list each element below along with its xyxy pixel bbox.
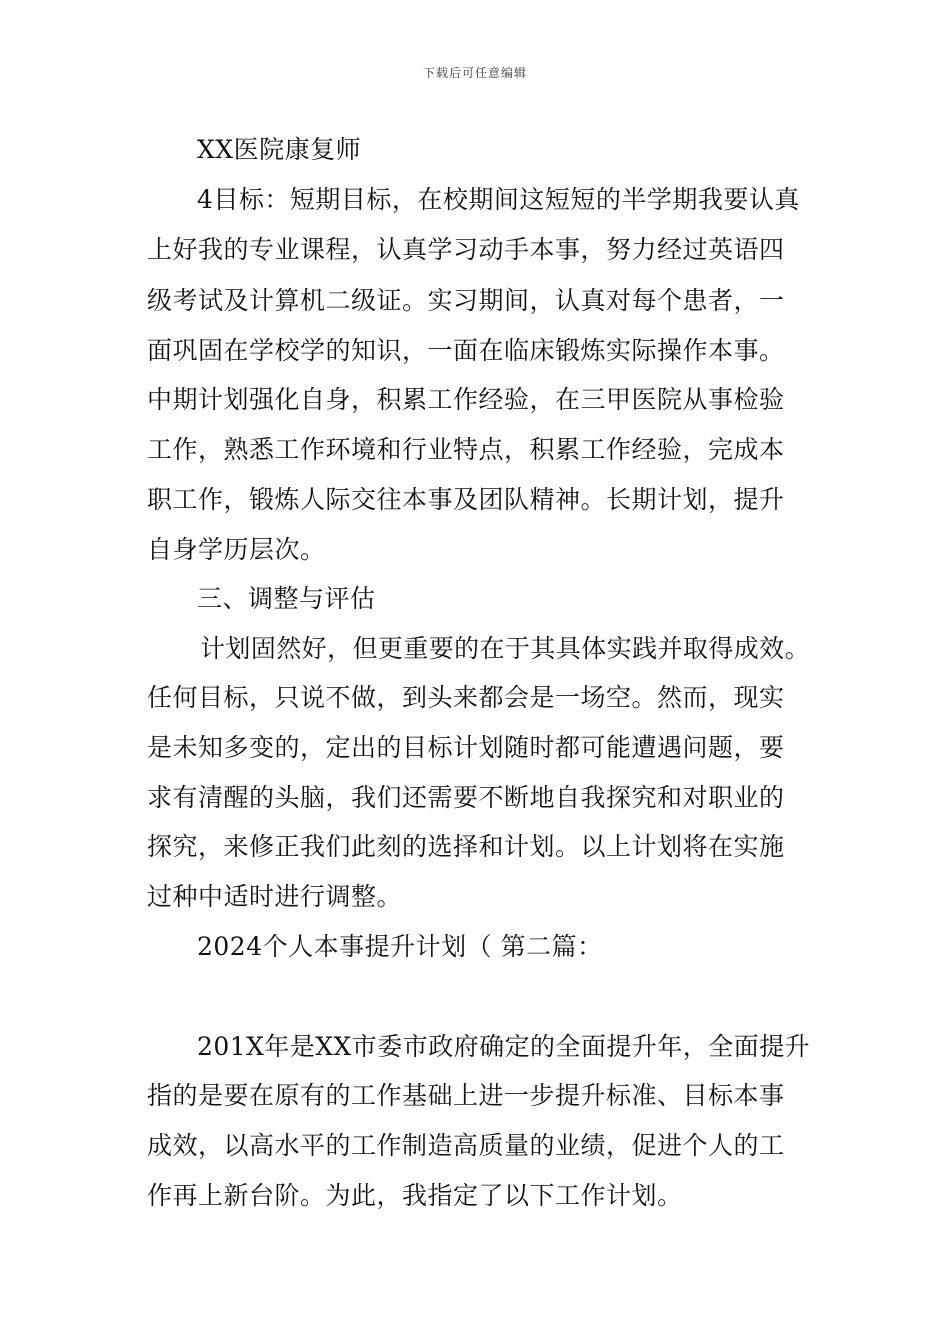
page-header: 下载后可任意编辑 — [422, 66, 527, 80]
doc-line: 上好我的专业课程，认真学习动手本事，努力经过英语四 — [147, 235, 785, 264]
doc-line: 是未知多变的，定出的目标计划随时都可能遭遇问题，要 — [147, 733, 785, 762]
doc-line: 成效，以高水平的工作制造高质量的业绩，促进个人的工 — [147, 1131, 785, 1160]
doc-line: 201X年是XX市委市政府确定的全面提升年，全面提升 — [197, 1032, 811, 1061]
doc-line: 职工作，锻炼人际交往本事及团队精神。长期计划，提升 — [147, 485, 785, 514]
doc-line: XX医院康复师 — [197, 135, 362, 164]
doc-line: 求有清醒的头脑，我们还需要不断地自我探究和对职业的 — [147, 783, 785, 812]
doc-line: 级考试及计算机二级证。实习期间，认真对每个患者，一 — [147, 286, 785, 315]
doc-line: 自身学历层次。 — [147, 535, 326, 564]
doc-line: 过种中适时进行调整。 — [147, 882, 403, 911]
section-heading: 三、调整与评估 — [197, 584, 376, 613]
doc-line: 工作，熟悉工作环境和行业特点，积累工作经验，完成本 — [147, 435, 785, 464]
doc-line: 4目标：短期目标，在校期间这短短的半学期我要认真 — [197, 185, 800, 214]
doc-line: 中期计划强化自身，积累工作经验，在三甲医院从事检验 — [147, 385, 785, 414]
doc-line: 指的是要在原有的工作基础上进一步提升标准、目标本事 — [147, 1081, 785, 1110]
doc-line: 计划固然好，但更重要的在于其具体实践并取得成效。 — [200, 634, 811, 663]
doc-line: 任何目标，只说不做，到头来都会是一场空。然而，现实 — [147, 683, 785, 712]
doc-line: 作再上新台阶。为此，我指定了以下工作计划。 — [147, 1181, 683, 1210]
doc-line: 探究，来修正我们此刻的选择和计划。以上计划将在实施 — [147, 832, 785, 861]
doc-line: 面巩固在学校学的知识，一面在临床锻炼实际操作本事。 — [147, 336, 785, 365]
section-heading: 2024个人本事提升计划（ 第二篇： — [197, 932, 603, 961]
